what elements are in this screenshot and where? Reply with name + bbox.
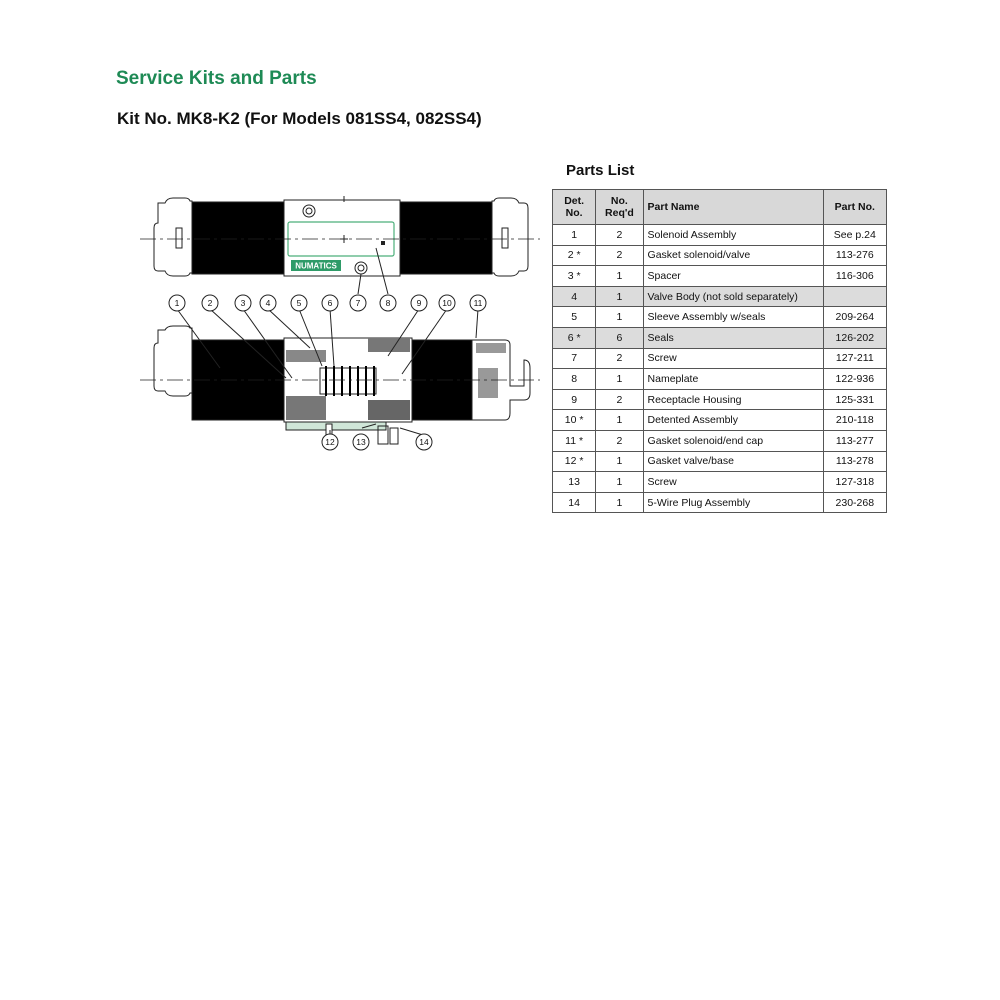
table-row: 8 1 Nameplate 122-936 bbox=[553, 369, 887, 390]
callout-10 bbox=[439, 295, 455, 311]
brand-label: NUMATICS bbox=[295, 261, 337, 271]
parts-table bbox=[552, 189, 887, 513]
svg-text:3: 3 bbox=[240, 298, 246, 308]
callout-14 bbox=[416, 434, 432, 450]
table-row: 3 * 1 Spacer 116-306 bbox=[553, 266, 887, 287]
svg-text:4: 4 bbox=[265, 298, 271, 308]
table-row: 6 * 6 Seals 126-202 bbox=[553, 327, 887, 348]
callout-9 bbox=[411, 295, 427, 311]
callout-3 bbox=[235, 295, 251, 311]
svg-text:5: 5 bbox=[296, 298, 302, 308]
svg-text:10: 10 bbox=[442, 298, 452, 308]
callout-7 bbox=[350, 295, 366, 311]
callout-6 bbox=[322, 295, 338, 311]
header-part-name: Part Name bbox=[643, 190, 823, 225]
callout-12 bbox=[322, 434, 338, 450]
svg-text:8: 8 bbox=[385, 298, 391, 308]
callout-8 bbox=[380, 295, 396, 311]
page-title: Service Kits and Parts bbox=[116, 68, 317, 89]
table-row: 5 1 Sleeve Assembly w/seals 209-264 bbox=[553, 307, 887, 328]
svg-text:14: 14 bbox=[419, 437, 429, 447]
svg-text:9: 9 bbox=[416, 298, 422, 308]
table-row: 13 1 Screw 127-318 bbox=[553, 472, 887, 493]
table-row: 4 1 Valve Body (not sold separately) bbox=[553, 286, 887, 307]
parts-table-header bbox=[553, 190, 887, 225]
table-row: 9 2 Receptacle Housing 125-331 bbox=[553, 389, 887, 410]
top-view bbox=[140, 196, 540, 294]
table-row: 12 * 1 Gasket valve/base 113-278 bbox=[553, 451, 887, 472]
callout-11 bbox=[470, 295, 486, 311]
table-row: 1 2 Solenoid Assembly See p.24 bbox=[553, 225, 887, 246]
svg-text:1: 1 bbox=[174, 298, 180, 308]
callout-5 bbox=[291, 295, 307, 311]
valve-diagram bbox=[140, 188, 540, 458]
callout-1 bbox=[169, 295, 185, 311]
header-det-no: Det. No. bbox=[553, 190, 596, 225]
table-row: 10 * 1 Detented Assembly 210-118 bbox=[553, 410, 887, 431]
svg-text:11: 11 bbox=[473, 298, 483, 308]
svg-text:13: 13 bbox=[356, 437, 366, 447]
parts-list-title: Parts List bbox=[566, 162, 635, 179]
svg-text:7: 7 bbox=[355, 298, 361, 308]
callout-2 bbox=[202, 295, 218, 311]
table-row: 14 1 5-Wire Plug Assembly 230-268 bbox=[553, 492, 887, 513]
section-view bbox=[140, 309, 540, 444]
callout-13 bbox=[353, 434, 369, 450]
svg-text:12: 12 bbox=[325, 437, 335, 447]
svg-text:6: 6 bbox=[327, 298, 333, 308]
header-no-reqd: No. Req'd bbox=[596, 190, 643, 225]
table-row: 11 * 2 Gasket solenoid/end cap 113-277 bbox=[553, 430, 887, 451]
header-part-no: Part No. bbox=[823, 190, 886, 225]
kit-title: Kit No. MK8-K2 (For Models 081SS4, 082SS4) bbox=[117, 109, 482, 128]
table-row: 2 * 2 Gasket solenoid/valve 113-276 bbox=[553, 245, 887, 266]
table-row: 7 2 Screw 127-211 bbox=[553, 348, 887, 369]
callout-4 bbox=[260, 295, 276, 311]
svg-text:2: 2 bbox=[207, 298, 213, 308]
